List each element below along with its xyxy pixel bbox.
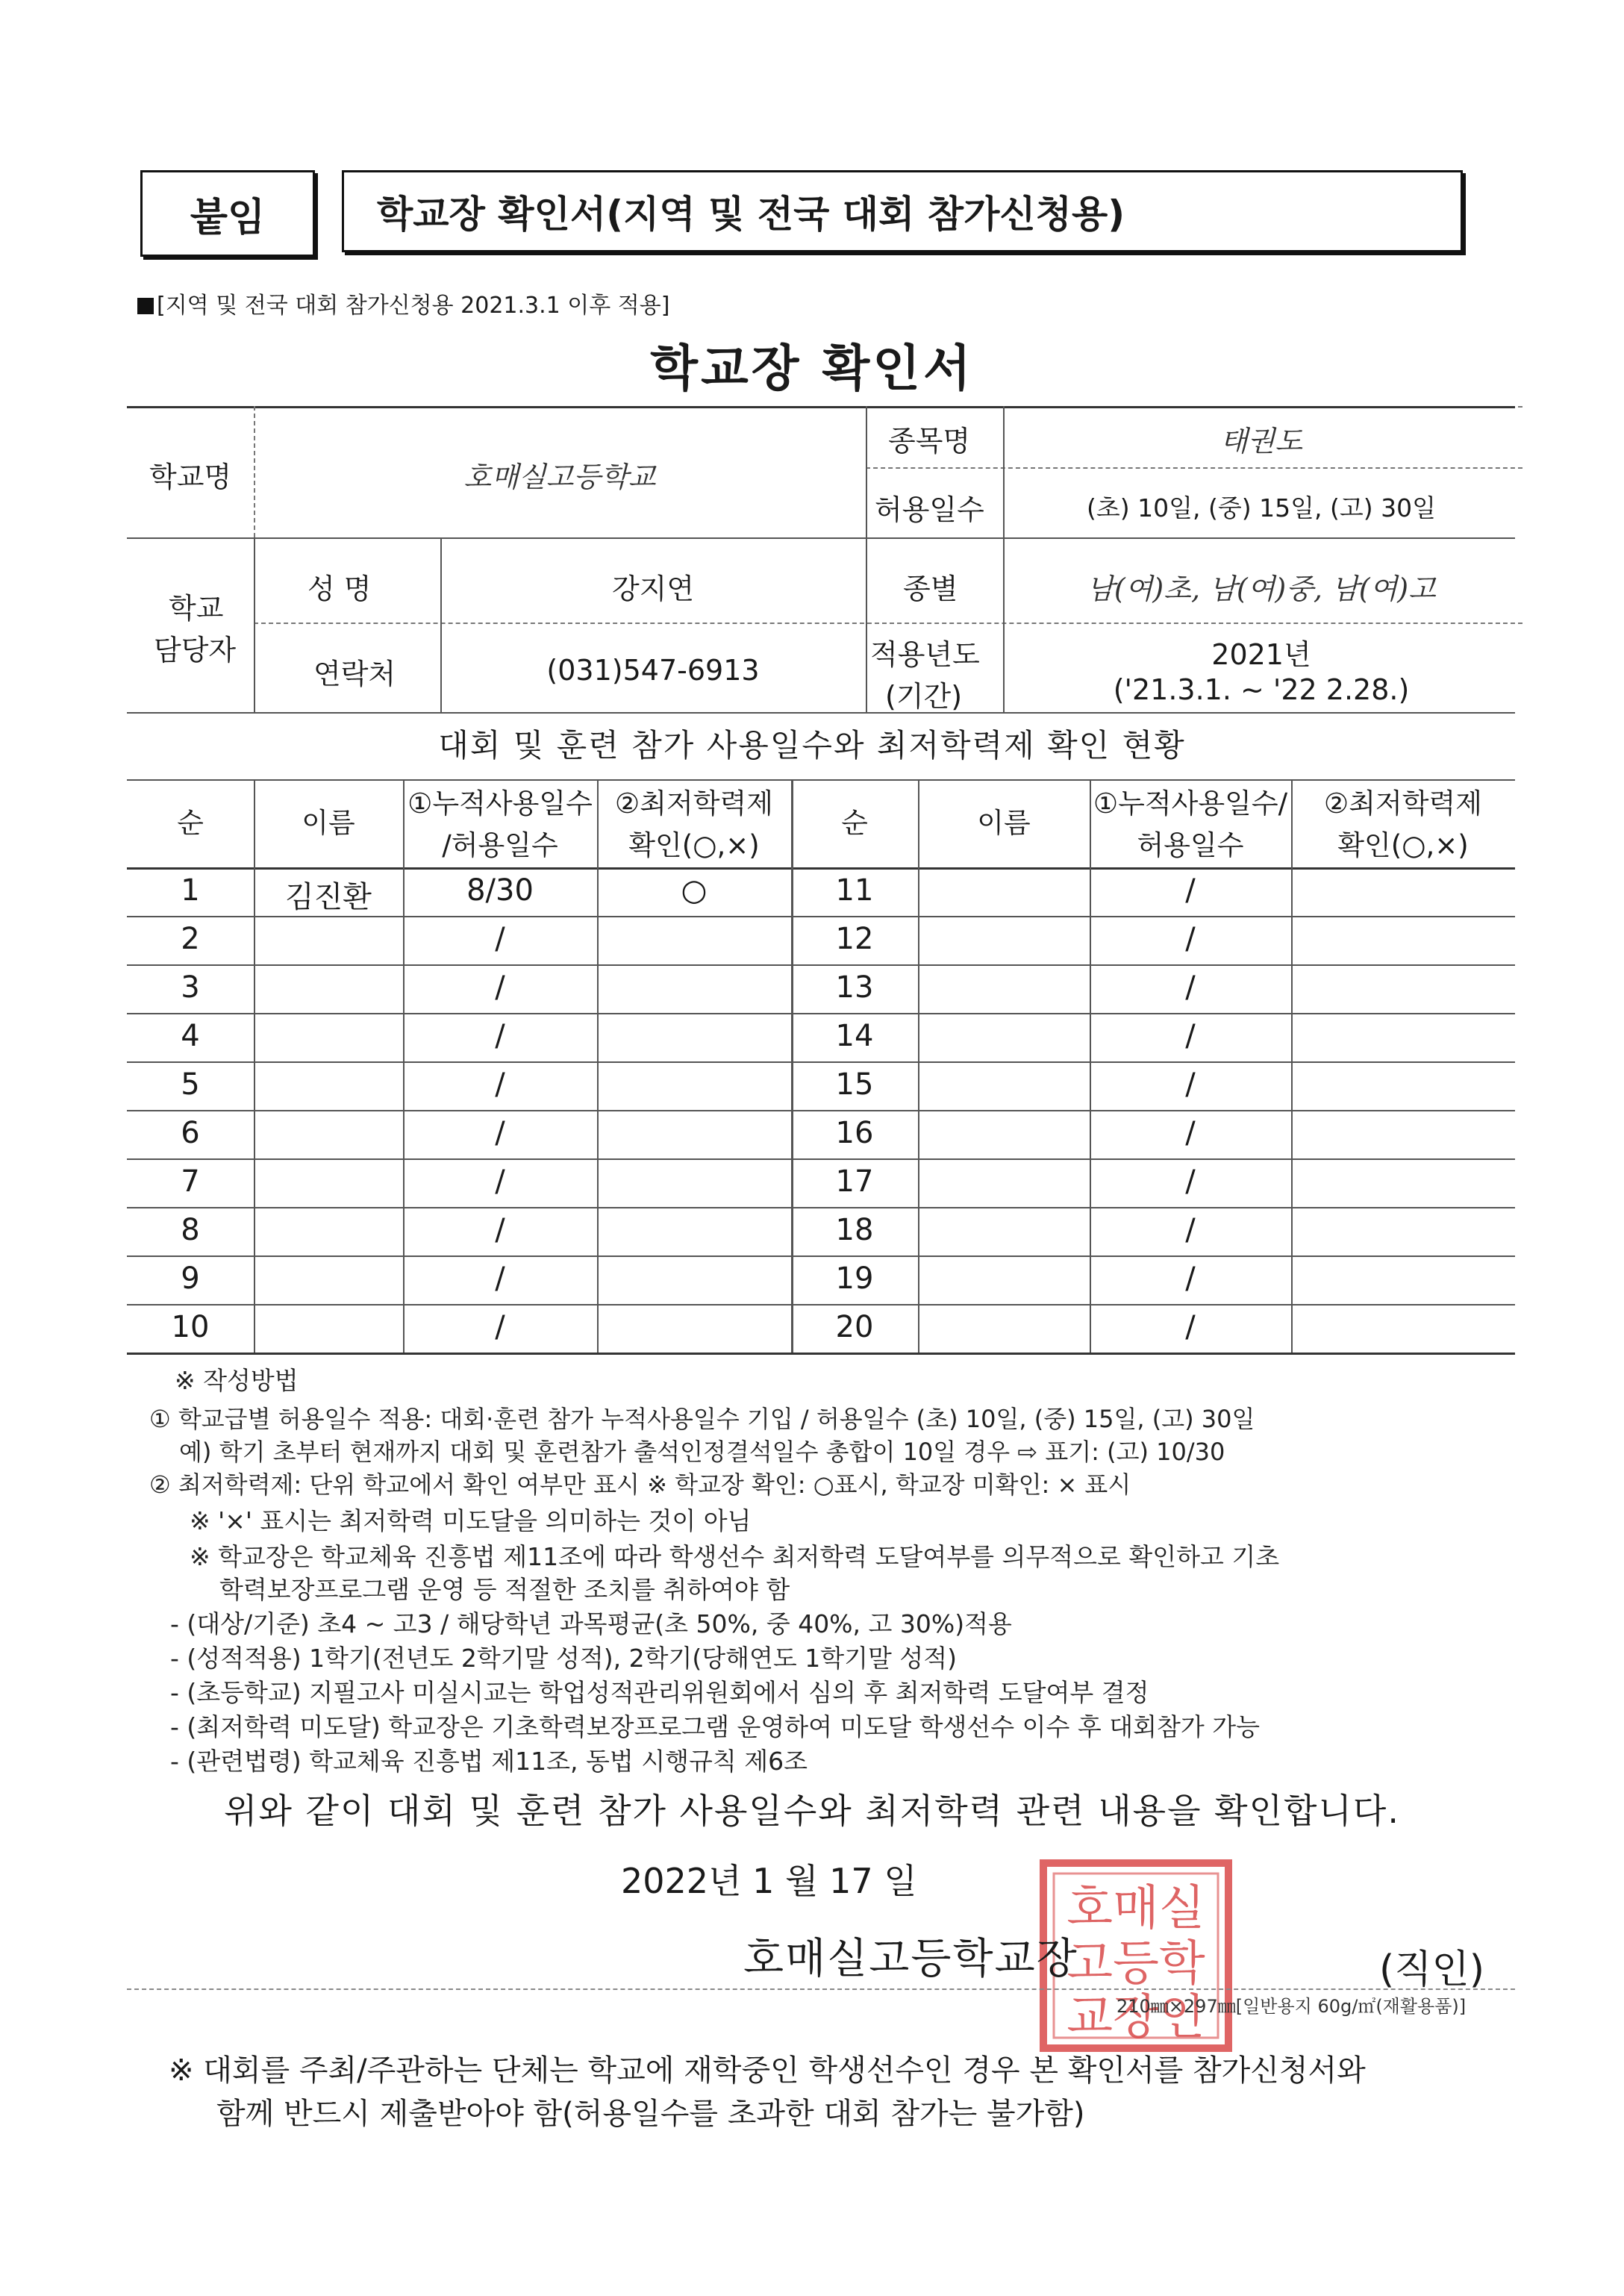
sport-value: 태권도 [1219,425,1303,458]
instruction-line-4: ※ '×' 표시는 최저학력 미도달을 의미하는 것이 아님 [190,1506,752,1535]
stats-top-rule [127,779,1515,781]
manager-label-1: 학교 [169,592,224,625]
col-no-right: 순 [841,807,868,839]
manager-label-2: 담당자 [154,634,237,667]
instruction-line-7: - (대상/기준) 초4 ~ 고3 / 해당학년 과목평균(초 50%, 중 40%, 고 30%)적용 [170,1609,1012,1638]
table-row-rule [127,1061,1515,1063]
footnote-line-1: ※ 대회를 주최/주관하는 단체는 학교에 재학중인 학생선수인 경우 본 확인서를 참가신청서와 [169,2053,1366,2088]
table-row-rule [127,916,1515,917]
school-name-value: 호매실고등학교 [463,461,656,493]
col-check-1: ②최저학력제 [615,787,773,820]
col-name: 이름 [302,807,355,839]
table-cell-no2: 19 [835,1261,874,1296]
paper-spec: 210㎜×297㎜[일반용지 60g/㎡(재활용품)] [1116,1996,1467,2017]
table-cell-days: / [495,1019,505,1053]
table-cell-no: 2 [181,922,200,956]
info-rule-name [254,623,1522,624]
stats-heading: 대회 및 훈련 참가 사용일수와 최저학력제 확인 현황 [438,727,1186,764]
instruction-line-8: - (성적적용) 1학기(전년도 2학기말 성적), 2학기(당해연도 1학기말 성적) [170,1644,958,1673]
table-cell-no: 6 [181,1116,200,1150]
table-cell-days2: / [1185,1019,1196,1053]
table-row-rule [127,1110,1515,1111]
table-cell-days: / [495,1261,505,1296]
table-bottom-rule [127,1353,1515,1355]
contact-label: 연락처 [313,658,396,690]
info-top-rule [127,406,1515,408]
svg-text:호매실: 호매실 [1066,1881,1205,1936]
table-cell-no2: 13 [835,970,874,1005]
stats-header-rule [127,867,1515,870]
table-cell-days2: / [1185,873,1196,908]
info-rule-sport [866,467,1522,469]
square-bullet-icon [137,298,154,314]
stats-vline-5 [918,779,919,1353]
issue-date: 2022년 1 월 17 일 [621,1861,917,1901]
col-no: 순 [177,807,204,839]
table-cell-no: 4 [181,1019,200,1053]
instruction-line-2: 예) 학기 초부터 현재까지 대회 및 훈련참가 출석인정결석일수 총합이 10일 경우 ⇨ 표기: (고) 10/30 [179,1438,1225,1466]
table-cell-days: / [495,922,505,956]
instruction-line-11: - (관련법령) 학교체육 진흥법 제11조, 동법 시행규칙 제6조 [170,1747,808,1776]
name-label: 성 명 [307,573,372,605]
instruction-line-6: 학력보장프로그램 운영 등 적절한 조치를 취하여야 함 [219,1575,790,1604]
contact-value: (031)547-6913 [546,654,760,687]
table-cell-days: / [495,1213,505,1247]
col-days-right-1: ①누적사용일수/ [1093,787,1288,820]
table-cell-days: / [495,1116,505,1150]
table-row-rule [127,1304,1515,1305]
info-vline-2 [440,537,442,712]
table-cell-check: ○ [681,873,708,908]
table-cell-days: 8/30 [466,873,534,908]
year-value-1: 2021년 [1211,638,1311,671]
footnote-line-2: 함께 반드시 제출받아야 함(허용일수를 초과한 대회 참가는 불가함) [216,2097,1085,2131]
name-value: 강지연 [611,573,695,605]
table-cell-days2: / [1185,1261,1196,1296]
instruction-line-1: ① 학교급별 허용일수 적용: 대회·훈련 참가 누적사용일수 기입 / 허용일수 (초) 10일, (중) 15일, (고) 30일 [149,1405,1255,1433]
category-value: 남(여)초, 남(여)중, 남(여)고 [1087,573,1436,605]
table-cell-days2: / [1185,1116,1196,1150]
table-row-rule [127,1158,1515,1160]
table-cell-no2: 17 [835,1164,874,1199]
info-vline-3 [866,406,867,712]
col-check-2: 확인(○,×) [628,829,760,861]
table-cell-no2: 20 [835,1310,874,1344]
table-cell-no: 10 [171,1310,210,1344]
table-cell-no: 3 [181,970,200,1005]
table-cell-no: 1 [181,873,200,908]
school-name-label: 학교명 [149,461,232,493]
instruction-line-5: ※ 학교장은 학교체육 진흥법 제11조에 따라 학생선수 최저학력 도달여부를 의무적으로 확인하고 기초 [190,1542,1280,1571]
allowed-days-value: (초) 10일, (중) 15일, (고) 30일 [1087,493,1436,522]
form-header-title: 학교장 확인서(지역 및 전국 대회 참가신청용) [342,170,1463,252]
info-rule-school [127,537,1515,539]
table-cell-no: 7 [181,1164,200,1199]
table-cell-no: 8 [181,1213,200,1247]
svg-text:교장인: 교장인 [1066,1990,1205,2045]
table-row-rule [127,1013,1515,1014]
table-cell-days2: / [1185,922,1196,956]
table-cell-days: / [495,1067,505,1102]
table-row-rule [127,1255,1515,1257]
instruction-line-10: - (최저학력 미도달) 학교장은 기초학력보장프로그램 운영하여 미도달 학생선수 이수 후 대회참가 가능 [170,1712,1261,1741]
stats-vline-1 [254,779,255,1353]
col-days-right-2: 허용일수 [1137,829,1244,861]
table-cell-no: 5 [181,1067,200,1102]
table-cell-days2: / [1185,1213,1196,1247]
info-vline-1b [254,537,255,712]
info-bottom-rule [127,712,1515,714]
year-value-2: ('21.3.1. ~ '22 2.28.) [1113,673,1410,706]
col-check-right-1: ②최저학력제 [1324,787,1482,820]
table-cell-no2: 15 [835,1067,874,1102]
table-cell-no2: 18 [835,1213,874,1247]
table-cell-days2: / [1185,1164,1196,1199]
sport-label: 종목명 [888,425,971,458]
year-label-2: (기간) [885,680,963,713]
col-days-1: ①누적사용일수 [407,787,593,820]
table-row-rule [127,964,1515,966]
col-days-2: /허용일수 [442,829,558,861]
seal-label: (직인) [1379,1947,1485,1992]
info-vline-4 [1003,406,1005,712]
table-cell-no: 9 [181,1261,200,1296]
instruction-line-9: - (초등학교) 지필고사 미실시교는 학업성적관리위원회에서 심의 후 최저학력 도달여부 결정 [170,1678,1149,1707]
table-cell-days: / [495,970,505,1005]
table-cell-days2: / [1185,1310,1196,1344]
attachment-badge: 붙임 [140,170,315,257]
year-label-1: 적용년도 [870,638,980,671]
table-cell-no2: 12 [835,922,874,956]
table-cell-days: / [495,1310,505,1344]
document-title: 학교장 확인서 [650,340,974,397]
info-vline-1 [254,406,255,537]
table-cell-no2: 14 [835,1019,874,1053]
svg-text:고등학: 고등학 [1066,1936,1205,1991]
instruction-line-3: ② 최저학력제: 단위 학교에서 확인 여부만 표시 ※ 학교장 확인: ○표시, 학교장 미확인: × 표시 [149,1470,1131,1499]
table-cell-no2: 11 [835,873,874,908]
category-label: 종별 [903,573,958,605]
instructions-heading: ※ 작성방법 [175,1366,299,1395]
table-cell-days: / [495,1164,505,1199]
confirmation-statement: 위와 같이 대회 및 훈련 참가 사용일수와 최저학력 관련 내용을 확인합니다. [224,1791,1400,1831]
col-check-right-2: 확인(○,×) [1337,829,1469,861]
paper-spec-rule [127,1988,1515,1990]
col-name-right: 이름 [977,807,1031,839]
table-cell-days2: / [1185,970,1196,1005]
signer-name: 호매실고등학교장 [743,1935,1078,1983]
table-cell-no2: 16 [835,1116,874,1150]
applicability-note: [지역 및 전국 대회 참가신청용 2021.3.1 이후 적용] [137,287,669,319]
table-cell-days2: / [1185,1067,1196,1102]
allowed-days-label: 허용일수 [875,493,984,526]
table-cell-name: 김진환 [285,880,372,914]
table-row-rule [127,1207,1515,1208]
